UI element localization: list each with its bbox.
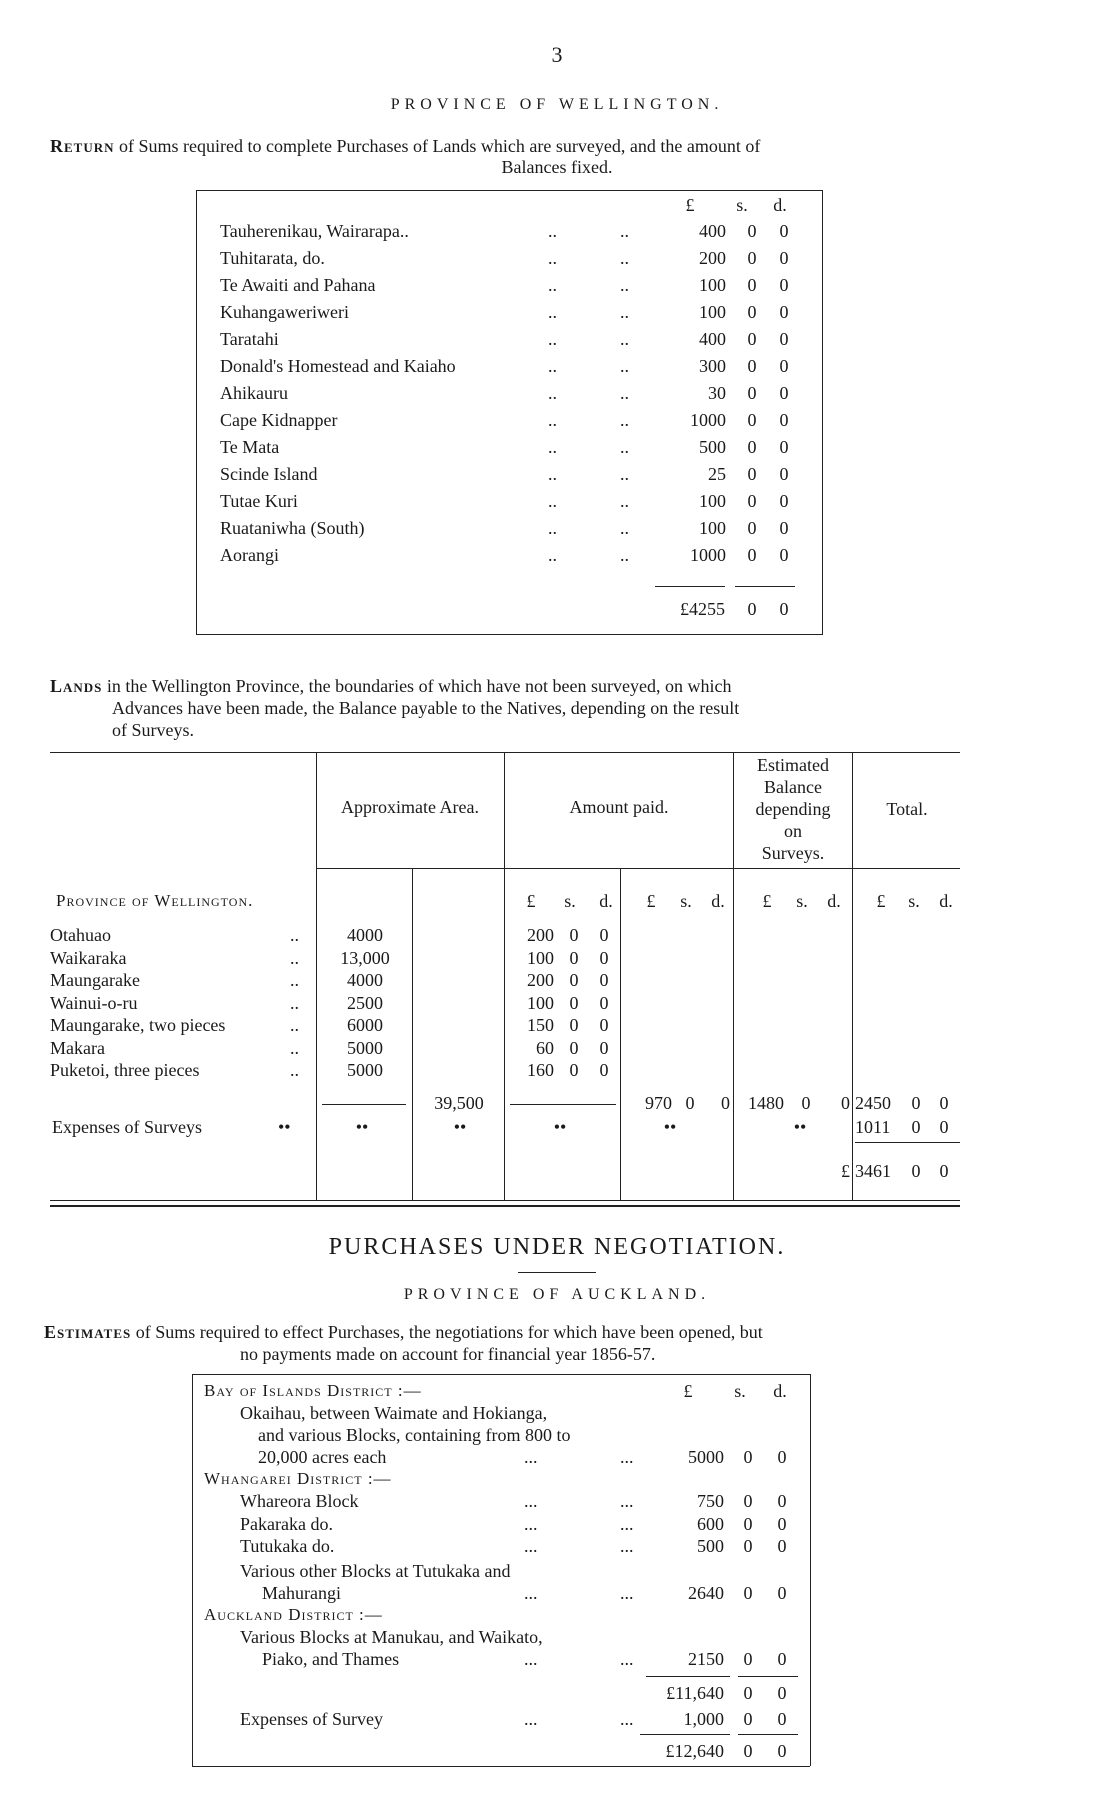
leader-dots: .. bbox=[548, 464, 557, 484]
amount-pounds: 100 bbox=[699, 302, 726, 322]
land-paid-s: 0 bbox=[569, 1015, 579, 1035]
leader-dots: .. bbox=[620, 410, 629, 430]
sub-d-paid-total: d. bbox=[711, 891, 725, 911]
header-est-2: Balance bbox=[764, 777, 822, 797]
district-auckland: Auckland District :— bbox=[204, 1605, 383, 1624]
sub-s-paid: s. bbox=[564, 891, 576, 911]
land-paid-l: 150 bbox=[527, 1015, 554, 1035]
amount-d: 0 bbox=[779, 464, 789, 484]
amount-s: 0 bbox=[747, 518, 757, 538]
various-d: 0 bbox=[777, 1583, 787, 1603]
land-paid-l: 160 bbox=[527, 1060, 554, 1080]
amount-pounds: 1000 bbox=[690, 545, 726, 565]
estimates-text-2: no payments made on account for financial year 1856-57. bbox=[240, 1344, 656, 1364]
block-l: 500 bbox=[697, 1536, 724, 1556]
survey-expenses-leader: ... bbox=[524, 1709, 538, 1729]
land-paid-d: 0 bbox=[599, 947, 609, 968]
land-area: 13,000 bbox=[340, 947, 390, 968]
area-total-leader: •• bbox=[453, 1117, 467, 1137]
okaihau-l: 5000 bbox=[688, 1447, 724, 1467]
okaihau-line-3: 20,000 acres each bbox=[258, 1447, 387, 1467]
land-area: 4000 bbox=[347, 925, 383, 945]
subtotal-l: £11,640 bbox=[666, 1683, 724, 1703]
header-est-4: on bbox=[784, 821, 802, 841]
negotiation-heading: PURCHASES UNDER NEGOTIATION. bbox=[328, 1234, 786, 1260]
grand-total-l: 2450 bbox=[855, 1093, 891, 1113]
land-name: Wainui-o-ru bbox=[50, 992, 138, 1013]
land-name: Waikaraka bbox=[50, 947, 127, 968]
purchase-name: Kuhangaweriweri bbox=[220, 302, 349, 322]
various-line-2: Mahurangi bbox=[262, 1583, 341, 1603]
amount-pounds: 30 bbox=[708, 383, 726, 403]
block-name: Pakaraka do. bbox=[240, 1513, 333, 1534]
expenses-total-l: 1011 bbox=[855, 1117, 891, 1137]
estimates-text-1: of Sums required to effect Purchases, the negotiations for which have been opened, but bbox=[135, 1322, 763, 1342]
leader-dots: .. bbox=[548, 437, 557, 457]
survey-expenses-s: 0 bbox=[743, 1709, 753, 1729]
land-paid-l: 100 bbox=[527, 992, 554, 1013]
manukau-leader-2: ... bbox=[620, 1649, 634, 1669]
land-area: 6000 bbox=[347, 1015, 383, 1035]
land-paid-d: 0 bbox=[599, 992, 609, 1013]
amount-s: 0 bbox=[747, 302, 757, 322]
leader-dots: ... bbox=[524, 1513, 538, 1534]
lands-text-3: of Surveys. bbox=[112, 720, 194, 740]
land-paid-l: 60 bbox=[536, 1037, 554, 1058]
leader-dots: ... bbox=[524, 1536, 538, 1556]
sub-s-paid-total: s. bbox=[680, 891, 692, 911]
amount-d: 0 bbox=[779, 491, 789, 511]
block-l: 750 bbox=[697, 1491, 724, 1511]
land-name: Makara bbox=[50, 1037, 105, 1058]
amount-s: 0 bbox=[747, 410, 757, 430]
block-name: Tutukaka do. bbox=[240, 1536, 335, 1556]
leader-dots: .. bbox=[548, 329, 557, 349]
block-s: 0 bbox=[743, 1491, 753, 1511]
leader-dots: .. bbox=[548, 221, 557, 241]
grand-total-d: 0 bbox=[939, 1093, 949, 1113]
final-total-pound: £ bbox=[841, 1161, 850, 1181]
est-total-d: 0 bbox=[841, 1093, 850, 1113]
district-bay-of-islands: Bay of Islands District :— bbox=[204, 1381, 422, 1400]
subtotal-d: 0 bbox=[777, 1683, 787, 1703]
amount-d: 0 bbox=[779, 383, 789, 403]
amount-d: 0 bbox=[779, 248, 789, 268]
land-name: Maungarake bbox=[50, 970, 140, 990]
purchase-name: Te Mata bbox=[220, 437, 280, 457]
subtotal-s: 0 bbox=[743, 1683, 753, 1703]
province-title: PROVINCE OF WELLINGTON. bbox=[390, 96, 724, 113]
sub-d-total: d. bbox=[939, 891, 953, 911]
leader-dots: .. bbox=[620, 248, 629, 268]
amount-s: 0 bbox=[747, 545, 757, 565]
leader-dots: .. bbox=[620, 545, 629, 565]
purchase-name: Donald's Homestead and Kaiaho bbox=[220, 356, 456, 376]
amount-pounds: 200 bbox=[699, 248, 726, 268]
leader-dots: .. bbox=[548, 356, 557, 376]
lands-text-1: in the Wellington Province, the boundaries of which have not been surveyed, on which bbox=[106, 676, 732, 696]
a-total-d: 0 bbox=[777, 1741, 787, 1761]
amount-pounds: 100 bbox=[699, 518, 726, 538]
header-est-1: Estimated bbox=[757, 755, 829, 775]
leader-dots: .. bbox=[620, 275, 629, 295]
sub-pound-est: £ bbox=[762, 891, 772, 911]
survey-expenses-l: 1,000 bbox=[683, 1709, 724, 1729]
leader-dots: .. bbox=[620, 491, 629, 511]
land-paid-s: 0 bbox=[569, 1037, 579, 1058]
purchase-name: Ahikauru bbox=[220, 383, 288, 403]
a-total-l: £12,640 bbox=[665, 1741, 724, 1761]
purchase-name: Tauherenikau, Wairarapa.. bbox=[220, 221, 409, 241]
est-total-s: 0 bbox=[801, 1093, 811, 1113]
block-s: 0 bbox=[743, 1513, 753, 1534]
lands-lead: Lands bbox=[50, 676, 103, 696]
okaihau-s: 0 bbox=[743, 1447, 753, 1467]
leader-dots: .. bbox=[620, 518, 629, 538]
amount-s: 0 bbox=[747, 275, 757, 295]
amount-s: 0 bbox=[747, 248, 757, 268]
amount-pounds: 500 bbox=[699, 437, 726, 457]
amount-pounds: 1000 bbox=[690, 410, 726, 430]
leader-dots: ... bbox=[620, 1513, 634, 1534]
purchase-name: Ruataniwha (South) bbox=[220, 518, 365, 538]
land-paid-s: 0 bbox=[569, 1060, 579, 1080]
okaihau-leader-2: ... bbox=[620, 1447, 634, 1467]
amount-pounds: 400 bbox=[699, 221, 726, 241]
area-leader: •• bbox=[355, 1117, 369, 1137]
return-text: of Sums required to complete Purchases of Lands which are surveyed, and the amount of bbox=[119, 136, 761, 156]
land-area: 4000 bbox=[347, 970, 383, 990]
total-d: 0 bbox=[779, 599, 789, 619]
various-leader: ... bbox=[524, 1583, 538, 1603]
purchase-name: Tuhitarata, do. bbox=[220, 248, 325, 268]
return-text-2: Balances fixed. bbox=[501, 157, 613, 177]
land-area: 5000 bbox=[347, 1037, 383, 1058]
amount-d: 0 bbox=[779, 437, 789, 457]
leader-dots: .. bbox=[548, 518, 557, 538]
purchase-name: Cape Kidnapper bbox=[220, 410, 338, 430]
expenses-label: Expenses of Surveys bbox=[52, 1117, 202, 1137]
land-paid-s: 0 bbox=[569, 925, 579, 945]
est-leader: •• bbox=[793, 1117, 807, 1137]
leader-dots: .. bbox=[620, 221, 629, 241]
amount-d: 0 bbox=[779, 329, 789, 349]
leader-dots: .. bbox=[620, 437, 629, 457]
purchase-name: Te Awaiti and Pahana bbox=[220, 275, 376, 295]
col-s: s. bbox=[736, 195, 748, 215]
leader-dots: ... bbox=[620, 1491, 634, 1511]
various-line-1: Various other Blocks at Tutukaka and bbox=[240, 1561, 511, 1581]
auckland-title: PROVINCE OF AUCKLAND. bbox=[403, 1286, 711, 1303]
leader-dots: .. bbox=[548, 275, 557, 295]
expenses-leader: •• bbox=[278, 1117, 291, 1137]
okaihau-d: 0 bbox=[777, 1447, 787, 1467]
manukau-d: 0 bbox=[777, 1649, 787, 1669]
land-paid-d: 0 bbox=[599, 1037, 609, 1058]
amount-d: 0 bbox=[779, 545, 789, 565]
manukau-line-1: Various Blocks at Manukau, and Waikato, bbox=[240, 1627, 543, 1647]
leader-dots: .. bbox=[290, 970, 299, 990]
leader-dots: .. bbox=[620, 464, 629, 484]
purchase-name: Aorangi bbox=[220, 545, 279, 565]
final-total-d: 0 bbox=[939, 1161, 949, 1181]
expenses-total-d: 0 bbox=[939, 1117, 949, 1137]
amount-pounds: 100 bbox=[699, 491, 726, 511]
leader-dots: .. bbox=[290, 992, 299, 1013]
leader-dots: .. bbox=[548, 383, 557, 403]
land-paid-d: 0 bbox=[599, 925, 609, 945]
survey-expenses-leader-2: ... bbox=[620, 1709, 634, 1729]
land-paid-s: 0 bbox=[569, 992, 579, 1013]
manukau-s: 0 bbox=[743, 1649, 753, 1669]
final-total-l: 3461 bbox=[855, 1161, 891, 1181]
a-col-pound: £ bbox=[683, 1381, 693, 1401]
amount-s: 0 bbox=[747, 437, 757, 457]
amount-pounds: 300 bbox=[699, 356, 726, 376]
block-name: Whareora Block bbox=[240, 1491, 359, 1511]
paid-total-l: 970 bbox=[645, 1093, 672, 1113]
sub-pound-paid: £ bbox=[526, 891, 536, 911]
sub-s-est: s. bbox=[796, 891, 808, 911]
a-total-s: 0 bbox=[743, 1741, 753, 1761]
survey-expenses-label: Expenses of Survey bbox=[240, 1709, 383, 1729]
leader-dots: .. bbox=[290, 1060, 299, 1080]
block-d: 0 bbox=[777, 1513, 787, 1534]
paid-leader: •• bbox=[553, 1117, 567, 1137]
sub-pound-paid-total: £ bbox=[646, 891, 656, 911]
land-area: 2500 bbox=[347, 992, 383, 1013]
leader-dots: .. bbox=[620, 302, 629, 322]
survey-expenses-d: 0 bbox=[777, 1709, 787, 1729]
leader-dots: ... bbox=[620, 1536, 634, 1556]
land-paid-l: 100 bbox=[527, 947, 554, 968]
header-area: Approximate Area. bbox=[341, 797, 479, 817]
leader-dots: .. bbox=[290, 1037, 299, 1058]
sub-pound-total: £ bbox=[876, 891, 886, 911]
land-paid-s: 0 bbox=[569, 947, 579, 968]
sub-d-est: d. bbox=[827, 891, 841, 911]
block-l: 600 bbox=[697, 1513, 724, 1534]
area-total: 39,500 bbox=[434, 1093, 484, 1113]
land-paid-d: 0 bbox=[599, 1060, 609, 1080]
amount-s: 0 bbox=[747, 356, 757, 376]
paid-total-s: 0 bbox=[685, 1093, 695, 1113]
purchase-name: Tutae Kuri bbox=[220, 491, 298, 511]
amount-d: 0 bbox=[779, 275, 789, 295]
return-intro bbox=[50, 136, 1080, 157]
amount-s: 0 bbox=[747, 383, 757, 403]
land-name: Maungarake, two pieces bbox=[50, 1015, 226, 1035]
header-est-3: depending bbox=[755, 799, 831, 819]
amount-s: 0 bbox=[747, 464, 757, 484]
est-total-l: 1480 bbox=[748, 1093, 784, 1113]
manukau-line-2: Piako, and Thames bbox=[262, 1649, 400, 1669]
province-label: Province of Wellington. bbox=[56, 891, 254, 910]
col-pound: £ bbox=[685, 195, 695, 215]
amount-pounds: 100 bbox=[699, 275, 726, 295]
amount-d: 0 bbox=[779, 302, 789, 322]
purchase-name: Scinde Island bbox=[220, 464, 318, 484]
amount-s: 0 bbox=[747, 221, 757, 241]
a-col-s: s. bbox=[734, 1381, 746, 1401]
total-pounds: £4255 bbox=[680, 599, 725, 619]
land-paid-s: 0 bbox=[569, 970, 579, 990]
land-paid-d: 0 bbox=[599, 970, 609, 990]
various-leader-2: ... bbox=[620, 1583, 634, 1603]
leader-dots: .. bbox=[620, 356, 629, 376]
leader-dots: .. bbox=[548, 302, 557, 322]
leader-dots: .. bbox=[548, 545, 557, 565]
okaihau-leader: ... bbox=[524, 1447, 538, 1467]
sub-d-paid: d. bbox=[599, 891, 613, 911]
amount-pounds: 25 bbox=[708, 464, 726, 484]
various-l: 2640 bbox=[688, 1583, 724, 1603]
paid-total-leader: •• bbox=[663, 1117, 677, 1137]
leader-dots: .. bbox=[548, 248, 557, 268]
amount-d: 0 bbox=[779, 221, 789, 241]
header-total: Total. bbox=[886, 799, 928, 819]
sub-s-total: s. bbox=[908, 891, 920, 911]
leader-dots: .. bbox=[620, 383, 629, 403]
purchase-name: Taratahi bbox=[220, 329, 279, 349]
amount-s: 0 bbox=[747, 491, 757, 511]
leader-dots: .. bbox=[548, 410, 557, 430]
expenses-total-s: 0 bbox=[911, 1117, 921, 1137]
total-s: 0 bbox=[747, 599, 757, 619]
amount-d: 0 bbox=[779, 518, 789, 538]
land-name: Otahuao bbox=[50, 925, 111, 945]
col-d: d. bbox=[773, 195, 787, 215]
header-paid: Amount paid. bbox=[569, 797, 669, 817]
block-s: 0 bbox=[743, 1536, 753, 1556]
leader-dots: .. bbox=[620, 329, 629, 349]
land-paid-d: 0 bbox=[599, 1015, 609, 1035]
a-col-d: d. bbox=[773, 1381, 787, 1401]
amount-d: 0 bbox=[779, 356, 789, 376]
amount-pounds: 400 bbox=[699, 329, 726, 349]
various-s: 0 bbox=[743, 1583, 753, 1603]
land-name: Puketoi, three pieces bbox=[50, 1060, 200, 1080]
final-total-s: 0 bbox=[911, 1161, 921, 1181]
estimates-lead: Estimates bbox=[44, 1322, 132, 1342]
manukau-l: 2150 bbox=[688, 1649, 724, 1669]
paid-total-d: 0 bbox=[721, 1093, 730, 1113]
district-whangarei: Whangarei District :— bbox=[204, 1469, 392, 1488]
page-number: 3 bbox=[551, 42, 563, 67]
block-d: 0 bbox=[777, 1536, 787, 1556]
okaihau-line-2: and various Blocks, containing from 800 to bbox=[258, 1425, 571, 1445]
manukau-leader: ... bbox=[524, 1649, 538, 1669]
estimates-intro bbox=[44, 1322, 1084, 1343]
leader-dots: .. bbox=[290, 1015, 299, 1035]
land-area: 5000 bbox=[347, 1060, 383, 1080]
amount-d: 0 bbox=[779, 410, 789, 430]
leader-dots: .. bbox=[548, 491, 557, 511]
lands-intro bbox=[50, 676, 1080, 697]
block-d: 0 bbox=[777, 1491, 787, 1511]
amount-s: 0 bbox=[747, 329, 757, 349]
leader-dots: .. bbox=[290, 947, 299, 968]
lands-text-2: Advances have been made, the Balance payable to the Natives, depending on the result bbox=[112, 698, 740, 718]
grand-total-s: 0 bbox=[911, 1093, 921, 1113]
return-lead: Return bbox=[50, 136, 115, 156]
land-paid-l: 200 bbox=[527, 970, 554, 990]
okaihau-line-1: Okaihau, between Waimate and Hokianga, bbox=[240, 1403, 548, 1423]
land-paid-l: 200 bbox=[527, 925, 554, 945]
leader-dots: ... bbox=[524, 1491, 538, 1511]
header-est-5: Surveys. bbox=[761, 843, 825, 863]
leader-dots: .. bbox=[290, 925, 299, 945]
